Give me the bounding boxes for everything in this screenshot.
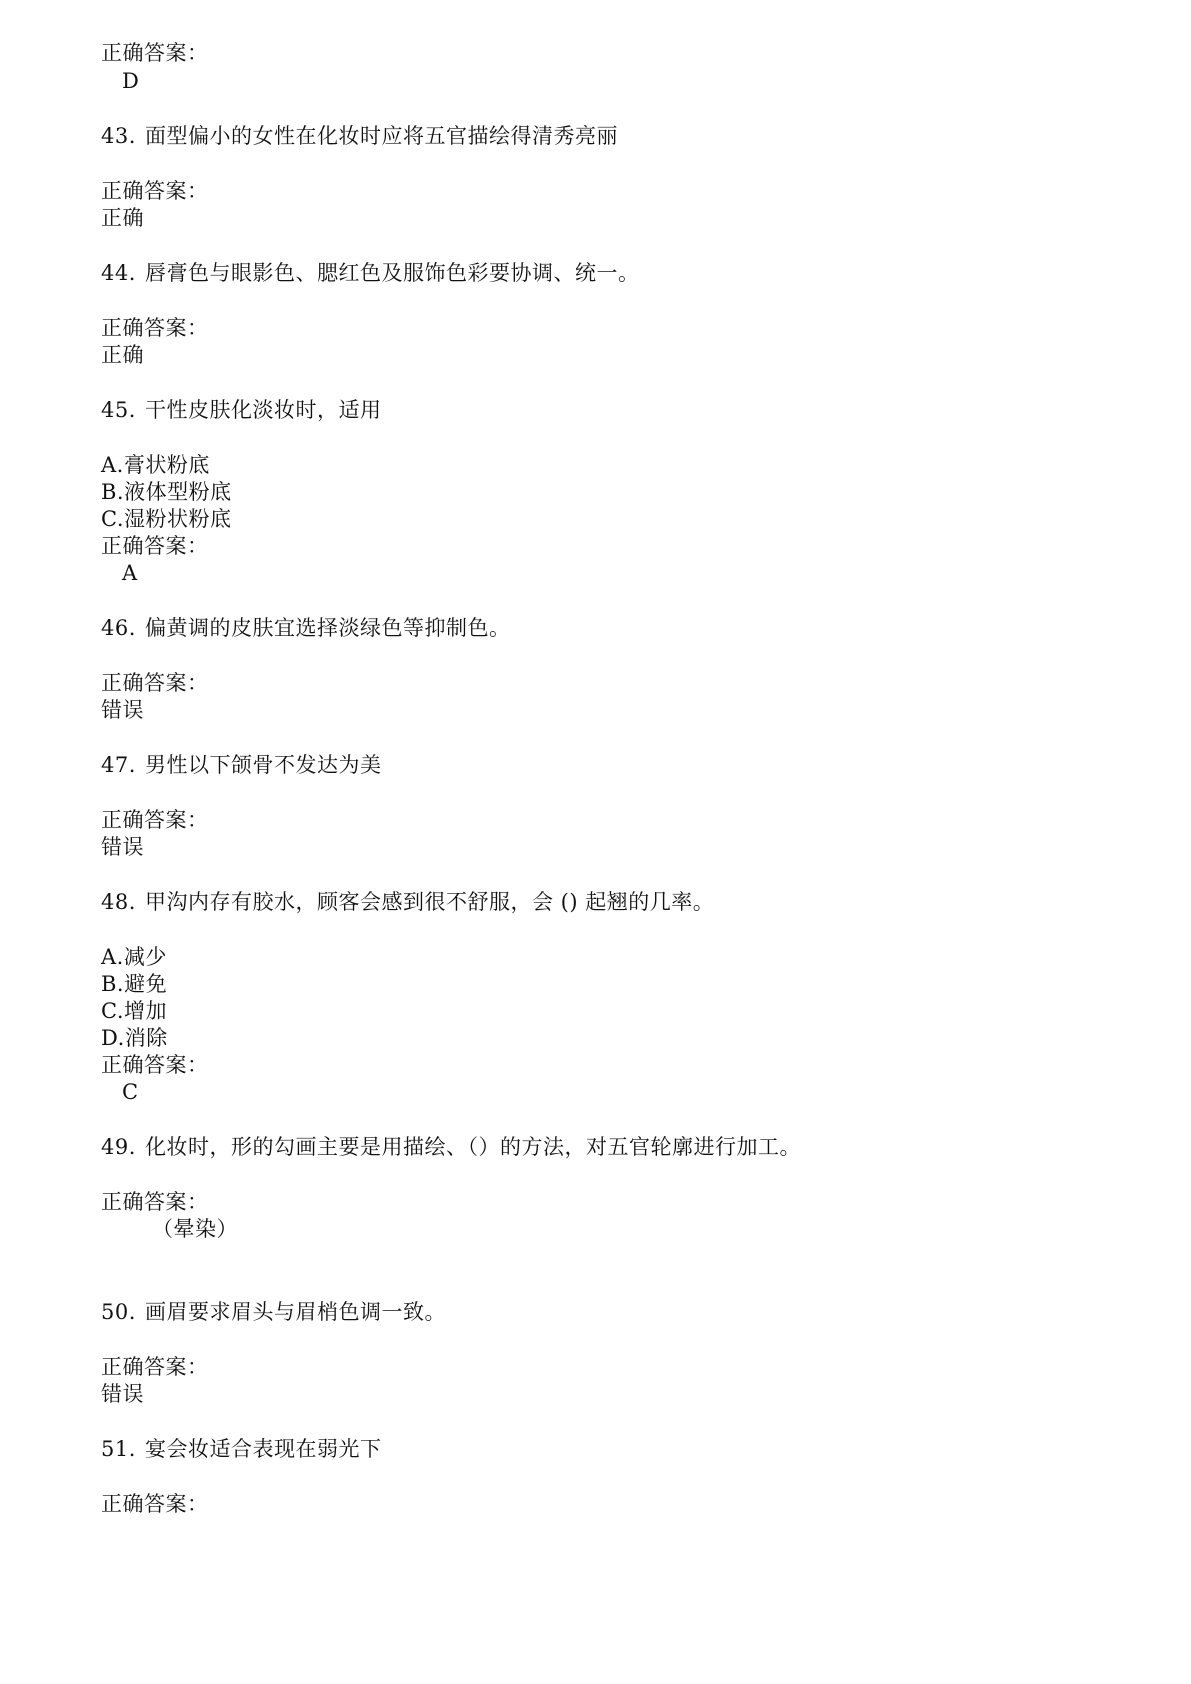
answer-label: 正确答案：: [101, 1190, 209, 1214]
answer-label: 正确答案：: [101, 534, 209, 558]
question-number: 45.: [101, 398, 136, 422]
answer-label: 正确答案：: [101, 808, 209, 832]
question-text: 化妆时，形的勾画主要是用描绘、（）的方法，对五官轮廓进行加工。: [145, 1135, 801, 1159]
question-text: 男性以下颌骨不发达为美: [145, 753, 382, 777]
question-text: 宴会妆适合表现在弱光下: [145, 1437, 382, 1461]
answer-label: 正确答案：: [101, 1355, 209, 1379]
question-50: [101, 1299, 446, 1325]
answer-label: 正确答案：: [101, 1053, 209, 1077]
question-51: [101, 1436, 382, 1462]
question-text: 偏黄调的皮肤宜选择淡绿色等抑制色。: [145, 616, 511, 640]
question-47: [101, 752, 382, 778]
answer-value: 正确: [101, 206, 144, 230]
question-number: 47.: [101, 753, 136, 777]
question-46: [101, 615, 511, 641]
question-number: 43.: [101, 124, 136, 148]
question-text: 甲沟内存有胶水，顾客会感到很不舒服，会 () 起翘的几率。: [145, 890, 715, 914]
answer-label: 正确答案：: [101, 179, 209, 203]
answer-label: 正确答案：: [101, 316, 209, 340]
question-number: 48.: [101, 890, 136, 914]
question-48: [101, 889, 714, 915]
question-number: 50.: [101, 1300, 136, 1324]
answer-label: 正确答案：: [101, 1492, 209, 1516]
question-number: 49.: [101, 1135, 136, 1159]
answer-label: 正确答案：: [101, 41, 209, 65]
option-a: A.膏状粉底: [101, 453, 210, 477]
option-c: C.湿粉状粉底: [101, 507, 232, 531]
answer-value: D: [122, 69, 140, 93]
answer-label: 正确答案：: [101, 671, 209, 695]
question-text: 画眉要求眉头与眉梢色调一致。: [145, 1300, 446, 1324]
question-text: 唇膏色与眼影色、腮红色及服饰色彩要协调、统一。: [145, 261, 640, 285]
question-number: 46.: [101, 616, 136, 640]
question-43: [101, 123, 618, 149]
option-c: C.增加: [101, 999, 167, 1023]
answer-value: 正确: [101, 343, 144, 367]
answer-value: （晕染）: [152, 1217, 238, 1241]
answer-value: A: [122, 561, 138, 585]
answer-value: 错误: [101, 835, 144, 859]
question-text: 面型偏小的女性在化妆时应将五官描绘得清秀亮丽: [145, 124, 618, 148]
question-44: [101, 260, 640, 286]
answer-value: C: [122, 1080, 139, 1104]
option-a: A.减少: [101, 945, 167, 969]
option-b: B.避免: [101, 972, 168, 996]
option-b: B.液体型粉底: [101, 480, 232, 504]
question-number: 51.: [101, 1437, 136, 1461]
answer-value: 错误: [101, 1382, 144, 1406]
question-number: 44.: [101, 261, 136, 285]
question-45: [101, 397, 382, 423]
question-49: [101, 1134, 801, 1160]
answer-value: 错误: [101, 698, 144, 722]
question-text: 干性皮肤化淡妆时，适用: [145, 398, 382, 422]
option-d: D.消除: [101, 1026, 168, 1050]
